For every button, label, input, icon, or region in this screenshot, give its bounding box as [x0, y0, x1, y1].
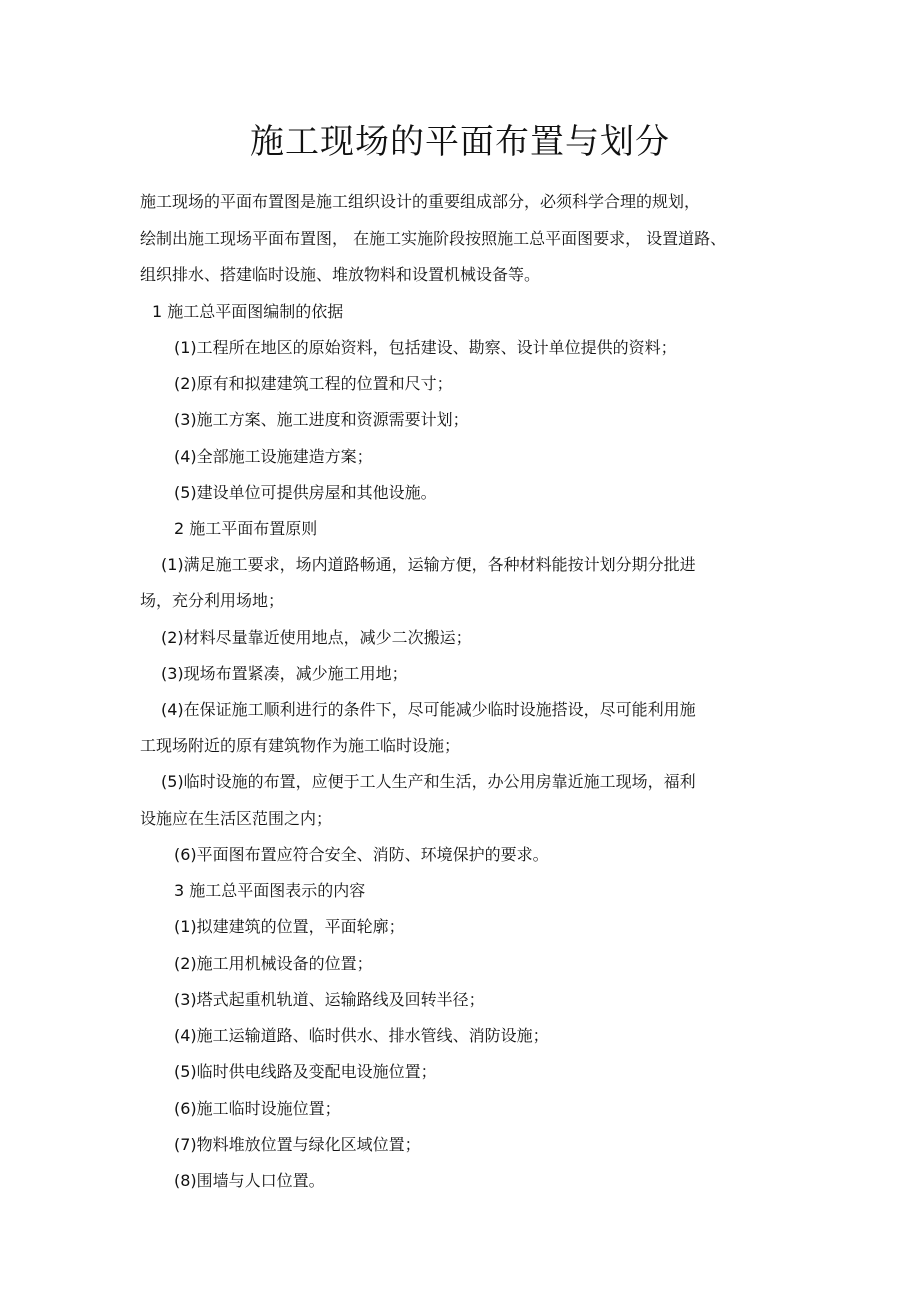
section-heading-contents: 3 施工总平面图表示的内容	[174, 881, 366, 900]
section-heading-basis: 1 施工总平面图编制的依据	[152, 302, 344, 321]
list-item-continuation: 场，充分利用场地；	[140, 591, 285, 610]
list-item: (6)平面图布置应符合安全、消防、环境保护的要求。	[174, 845, 549, 864]
list-item: (2)原有和拟建建筑工程的位置和尺寸；	[174, 374, 453, 393]
intro-line: 绘制出施工现场平面布置图， 在施工实施阶段按照施工总平面图要求， 设置道路、	[140, 229, 727, 248]
list-item: (7)物料堆放位置与绿化区域位置；	[174, 1135, 421, 1154]
list-item: (2)施工用机械设备的位置；	[174, 954, 373, 973]
list-item: (2)材料尽量靠近使用地点，减少二次搬运；	[161, 628, 472, 647]
page-title: 施工现场的平面布置与划分	[250, 122, 670, 162]
list-item: (8)围墙与人口位置。	[174, 1171, 325, 1190]
list-item: (4)全部施工设施建造方案；	[174, 447, 373, 466]
list-item: (3)施工方案、施工进度和资源需要计划；	[174, 410, 469, 429]
list-item: (1)工程所在地区的原始资料，包括建设、勘察、设计单位提供的资料；	[174, 338, 677, 357]
list-item-continuation: 工现场附近的原有建筑物作为施工临时设施；	[140, 736, 461, 755]
section-heading-principles: 2 施工平面布置原则	[174, 519, 318, 538]
list-item: (4)施工运输道路、临时供水、排水管线、消防设施；	[174, 1026, 549, 1045]
list-item: (5)临时设施的布置，应便于工人生产和生活，办公用房靠近施工现场，福利	[161, 772, 696, 791]
list-item: (5)临时供电线路及变配电设施位置；	[174, 1062, 437, 1081]
list-item: (6)施工临时设施位置；	[174, 1099, 341, 1118]
list-item: (3)塔式起重机轨道、运输路线及回转半径；	[174, 990, 485, 1009]
intro-line: 组织排水、搭建临时设施、堆放物料和设置机械设备等。	[140, 265, 541, 284]
list-item: (4)在保证施工顺利进行的条件下，尽可能减少临时设施搭设，尽可能利用施	[161, 700, 696, 719]
list-item: (3)现场布置紧凑，减少施工用地；	[161, 664, 408, 683]
list-item: (5)建设单位可提供房屋和其他设施。	[174, 483, 437, 502]
list-item: (1)拟建建筑的位置，平面轮廓；	[174, 917, 405, 936]
list-item: (1)满足施工要求，场内道路畅通，运输方便，各种材料能按计划分期分批进	[161, 555, 696, 574]
intro-line: 施工现场的平面布置图是施工组织设计的重要组成部分，必须科学合理的规划，	[140, 192, 701, 211]
list-item-continuation: 设施应在生活区范围之内；	[140, 809, 333, 828]
